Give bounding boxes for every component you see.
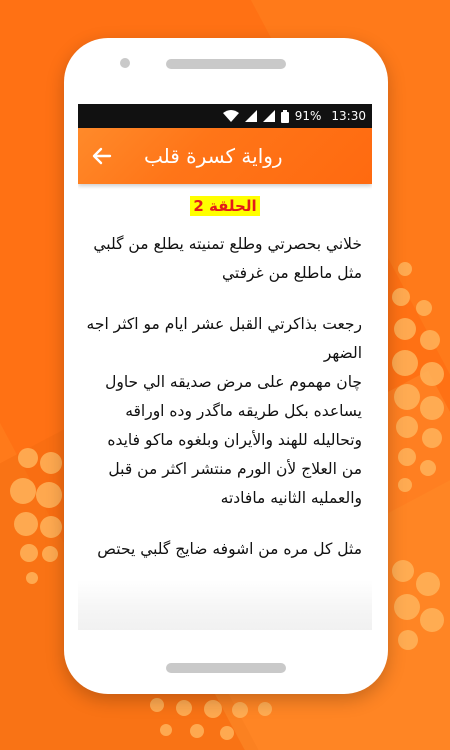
decor-dot	[420, 460, 436, 476]
decor-dot	[394, 594, 420, 620]
decor-dot	[40, 516, 62, 538]
decor-dot	[190, 724, 204, 738]
wifi-icon	[223, 110, 239, 122]
decor-dot	[416, 300, 432, 316]
episode-label: الحلقة 2	[190, 196, 259, 216]
decor-dot	[10, 478, 36, 504]
decor-dot	[392, 350, 418, 376]
story-line: مثل ماطلع من غرفتي	[221, 264, 362, 282]
story-line: مثل كل مره من اشوفه ضايج گلبي يحتص	[97, 540, 362, 558]
decor-dot	[42, 546, 58, 562]
back-arrow-icon[interactable]	[92, 146, 112, 166]
bottom-fade	[78, 580, 372, 630]
story-line: من العلاج لأن الورم منتشر اكثر من قبل	[108, 460, 362, 478]
decor-dot	[204, 700, 222, 718]
decor-dot	[416, 572, 440, 596]
decor-dot	[398, 630, 418, 650]
decor-dot	[398, 448, 416, 466]
status-bar	[78, 104, 372, 128]
decor-dot	[396, 416, 418, 438]
story-line: رجعت بذاكرتي القبل عشر ايام مو اكثر اجه	[86, 315, 362, 333]
story-line: يساعده بكل طريقه ماگدر وده اوراقه	[125, 402, 362, 420]
story-content	[78, 184, 372, 630]
story-paragraph	[88, 230, 362, 288]
decor-dot	[392, 288, 410, 306]
decor-dot	[420, 608, 444, 632]
story-line: خلاني بحصرتي وطلع تمنيته يطلع من گلبي	[93, 235, 362, 253]
home-button[interactable]	[166, 663, 286, 673]
decor-dot	[18, 448, 38, 468]
front-camera	[120, 58, 130, 68]
story-text	[78, 230, 372, 564]
decor-dot	[420, 330, 440, 350]
decor-dot	[20, 544, 38, 562]
decor-dot	[398, 262, 412, 276]
decor-dot	[36, 482, 62, 508]
story-line: چان مهموم على مرض صديقه الي حاول	[105, 373, 362, 391]
decor-dot	[422, 428, 442, 448]
signal-icon	[245, 110, 257, 122]
decor-dot	[14, 512, 38, 536]
decor-dot	[394, 318, 416, 340]
decor-dot	[392, 560, 414, 582]
decor-dot	[176, 700, 192, 716]
phone-screen	[78, 104, 372, 630]
battery-percent: 91%	[294, 109, 322, 123]
app-bar	[78, 128, 372, 184]
clock: 13:30	[331, 109, 366, 123]
decor-dot	[220, 726, 234, 740]
app-title: رواية كسرة قلب	[144, 144, 283, 168]
story-line: وتحاليله للهند والأيران وبلغوه ماكو فايده	[107, 431, 362, 449]
decor-dot	[420, 396, 444, 420]
decor-dot	[398, 478, 412, 492]
story-line: والعمليه الثانيه مافادته	[220, 489, 362, 507]
decor-dot	[232, 702, 248, 718]
decor-dot	[420, 362, 444, 386]
earpiece-speaker	[166, 59, 286, 69]
decor-dot	[394, 384, 420, 410]
decor-dot	[26, 572, 38, 584]
battery-icon	[281, 110, 289, 123]
story-paragraph	[88, 535, 362, 564]
story-paragraph	[88, 310, 362, 513]
decor-dot	[150, 698, 164, 712]
story-line: الضهر	[323, 344, 362, 362]
decor-dot	[40, 452, 62, 474]
decor-dot	[160, 724, 172, 736]
signal-icon-2	[263, 110, 275, 122]
decor-dot	[258, 702, 272, 716]
